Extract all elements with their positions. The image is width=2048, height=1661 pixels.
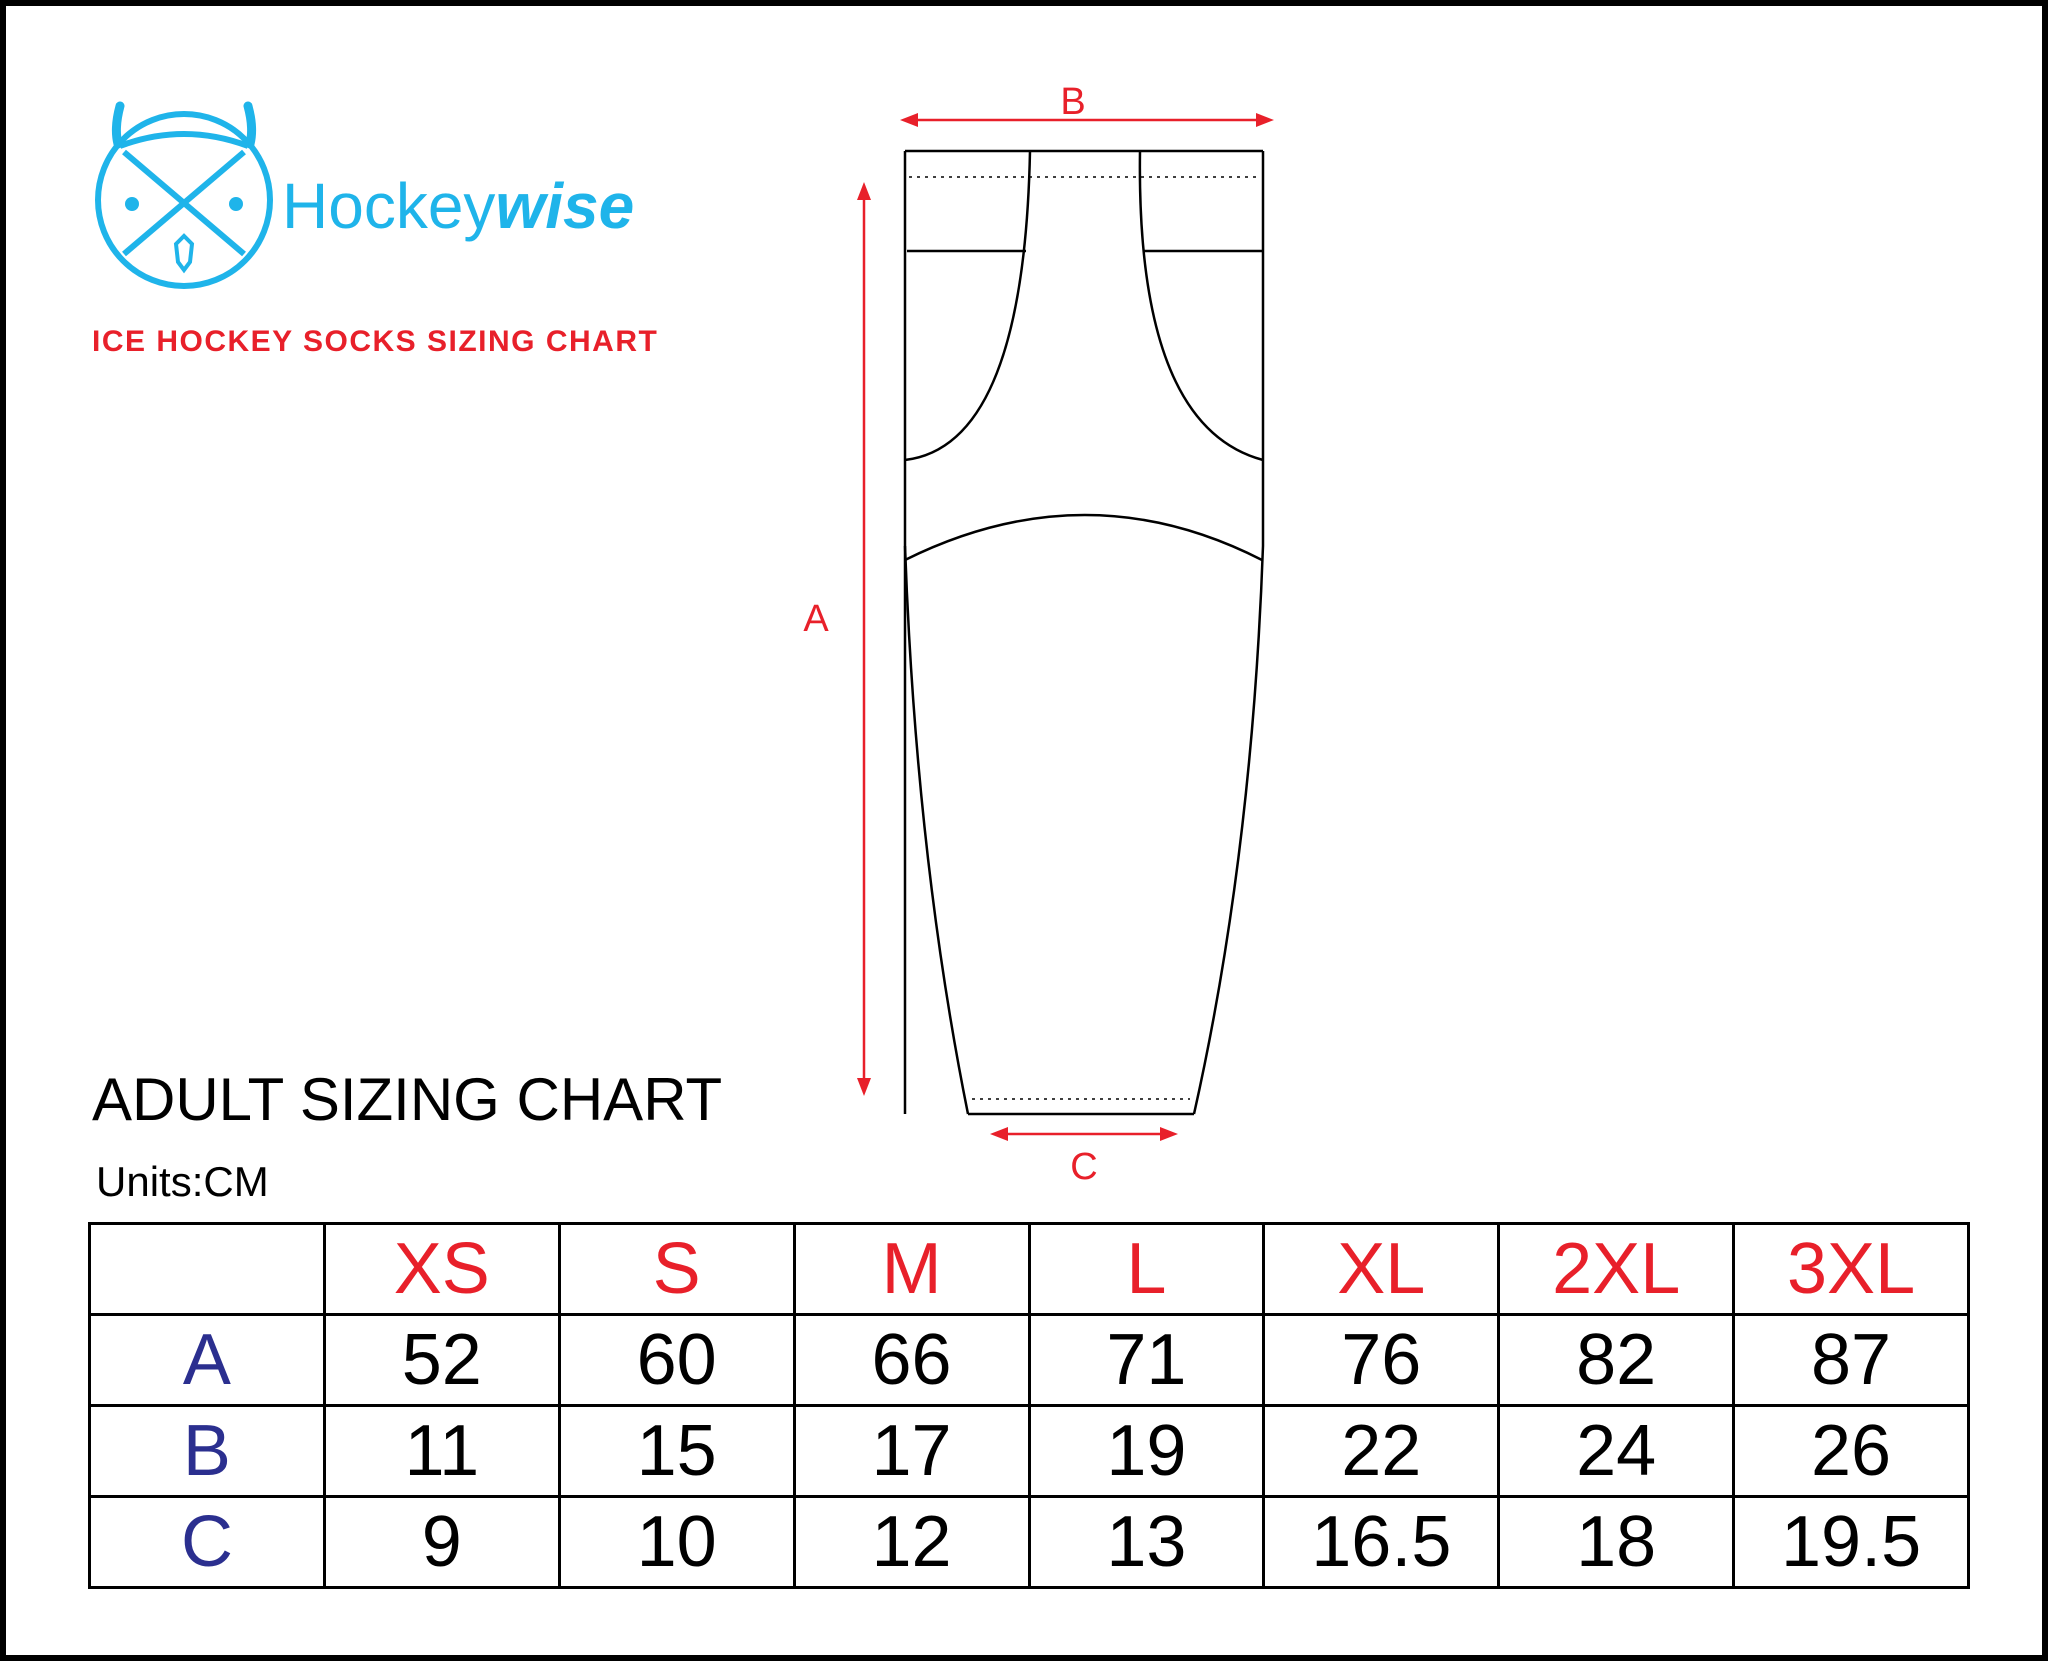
size-header: XS: [324, 1224, 559, 1315]
table-row: [90, 1315, 1969, 1406]
size-table: [88, 1222, 1970, 1589]
table-cell: 82: [1499, 1315, 1734, 1406]
size-header: S: [559, 1224, 794, 1315]
size-header: 3XL: [1734, 1224, 1969, 1315]
table-header-row: [90, 1224, 1969, 1315]
table-cell: 26: [1734, 1406, 1969, 1497]
dimension-label-c: C: [1070, 1146, 1098, 1188]
sock-outline: [905, 151, 1263, 1114]
measurement-label: B: [90, 1406, 325, 1497]
table-cell: 12: [794, 1497, 1029, 1588]
table-cell: 18: [1499, 1497, 1734, 1588]
table-cell: 71: [1029, 1315, 1264, 1406]
table-cell: 9: [324, 1497, 559, 1588]
table-cell: 16.5: [1264, 1497, 1499, 1588]
dimension-label-b: B: [1060, 81, 1086, 123]
table-cell: 22: [1264, 1406, 1499, 1497]
table-cell: 15: [559, 1406, 794, 1497]
table-cell: 11: [324, 1406, 559, 1497]
size-header: M: [794, 1224, 1029, 1315]
size-header: 2XL: [1499, 1224, 1734, 1315]
size-header: L: [1029, 1224, 1264, 1315]
dimension-arrow-a: [857, 182, 871, 1096]
table-cell: 24: [1499, 1406, 1734, 1497]
table-row: [90, 1497, 1969, 1588]
brand-name-part1: Hockey: [282, 170, 496, 242]
chart-subtitle: ICE HOCKEY SOCKS SIZING CHART: [92, 325, 659, 358]
chart-title: ADULT SIZING CHART: [92, 1066, 723, 1133]
table-cell: 17: [794, 1406, 1029, 1497]
owl-crossed-sticks-icon: [84, 94, 284, 294]
table-cell: 66: [794, 1315, 1029, 1406]
table-corner-cell: [90, 1224, 325, 1315]
table-cell: 10: [559, 1497, 794, 1588]
units-label: Units:CM: [96, 1158, 269, 1205]
dimension-arrow-c: [990, 1127, 1178, 1141]
brand-name-part2: wise: [495, 170, 635, 242]
size-header: XL: [1264, 1224, 1499, 1315]
sizing-chart-page: [6, 6, 2042, 1655]
dimension-label-a: A: [803, 598, 829, 640]
table-cell: 19: [1029, 1406, 1264, 1497]
dimension-arrow-b: [900, 113, 1274, 127]
brand-wordmark: [282, 168, 634, 244]
table-cell: 87: [1734, 1315, 1969, 1406]
table-cell: 60: [559, 1315, 794, 1406]
table-cell: 13: [1029, 1497, 1264, 1588]
measurement-label: C: [90, 1497, 325, 1588]
table-cell: 19.5: [1734, 1497, 1969, 1588]
measurement-label: A: [90, 1315, 325, 1406]
table-cell: 76: [1264, 1315, 1499, 1406]
table-cell: 52: [324, 1315, 559, 1406]
table-row: [90, 1406, 1969, 1497]
